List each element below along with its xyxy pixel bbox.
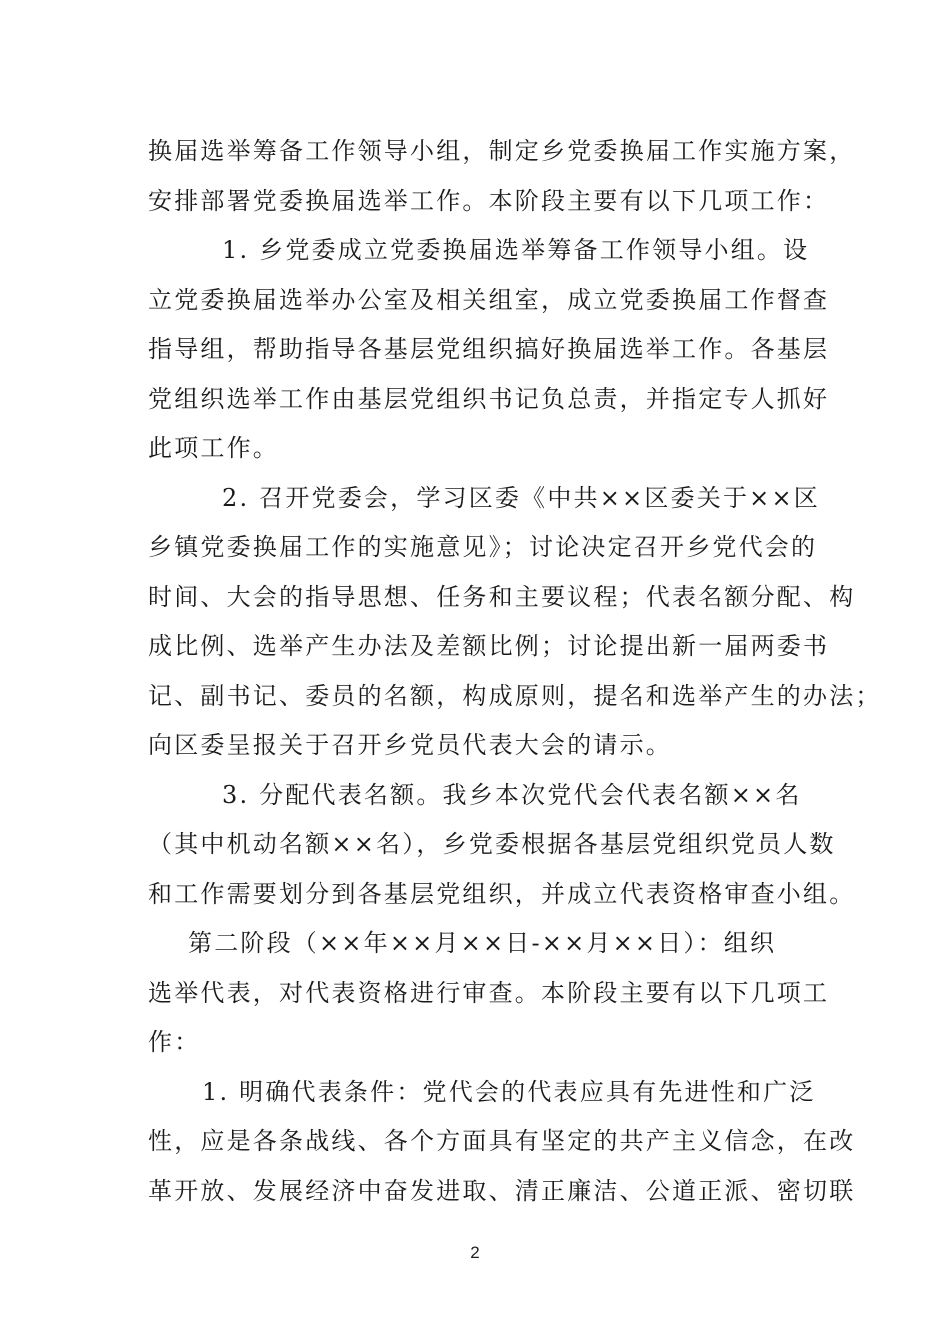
list-item-1-line: 1. 乡党委成立党委换届选举筹备工作领导小组。设 bbox=[222, 236, 810, 264]
text-line: 时间、大会的指导思想、任务和主要议程；代表名额分配、构 bbox=[148, 582, 856, 611]
text-line: 革开放、发展经济中奋发进取、清正廉洁、公道正派、密切联 bbox=[148, 1176, 856, 1205]
text-line: 记、副书记、委员的名额，构成原则，提名和选举产生的办法； bbox=[148, 681, 882, 710]
page-number: 2 bbox=[470, 1243, 480, 1262]
text-line: 作： bbox=[148, 1028, 201, 1056]
text-line: 成比例、选举产生办法及差额比例；讨论提出新一届两委书 bbox=[148, 632, 830, 660]
text-line: 党组织选举工作由基层党组织书记负总责，并指定专人抓好 bbox=[148, 384, 830, 413]
text-line: 乡镇党委换届工作的实施意见》；讨论决定召开乡党代会的 bbox=[148, 533, 818, 561]
list-item-2-line: 2. 召开党委会，学习区委《中共××区委关于××区 bbox=[222, 483, 820, 512]
text-line: 安排部署党委换届选举工作。本阶段主要有以下几项工作： bbox=[148, 186, 830, 215]
list-item-3-line: 3. 分配代表名额。我乡本次党代会代表名额××名 bbox=[222, 780, 802, 809]
stage-heading-line: 第二阶段（××年××月××日-××月××日）：组织 bbox=[188, 929, 777, 957]
text-line: 性，应是各条战线、各个方面具有坚定的共产主义信念，在改 bbox=[148, 1127, 856, 1155]
text-line: 选举代表，对代表资格进行审查。本阶段主要有以下几项工 bbox=[148, 978, 830, 1007]
body-text bbox=[148, 127, 882, 1216]
text-line: 和工作需要划分到各基层党组织，并成立代表资格审查小组。 bbox=[148, 879, 856, 908]
text-line: （其中机动名额××名），乡党委根据各基层党组织党员人数 bbox=[148, 830, 836, 858]
text-line: 此项工作。 bbox=[148, 434, 279, 462]
list-item-1-line: 1. 明确代表条件：党代会的代表应具有先进性和广泛 bbox=[202, 1077, 816, 1106]
text-line: 立党委换届选举办公室及相关组室，成立党委换届工作督查 bbox=[148, 285, 830, 314]
text-line: 向区委呈报关于召开乡党员代表大会的请示。 bbox=[148, 731, 672, 759]
text-line: 换届选举筹备工作领导小组，制定乡党委换届工作实施方案， bbox=[148, 137, 856, 165]
text-line: 指导组，帮助指导各基层党组织搞好换届选举工作。各基层 bbox=[148, 335, 830, 363]
